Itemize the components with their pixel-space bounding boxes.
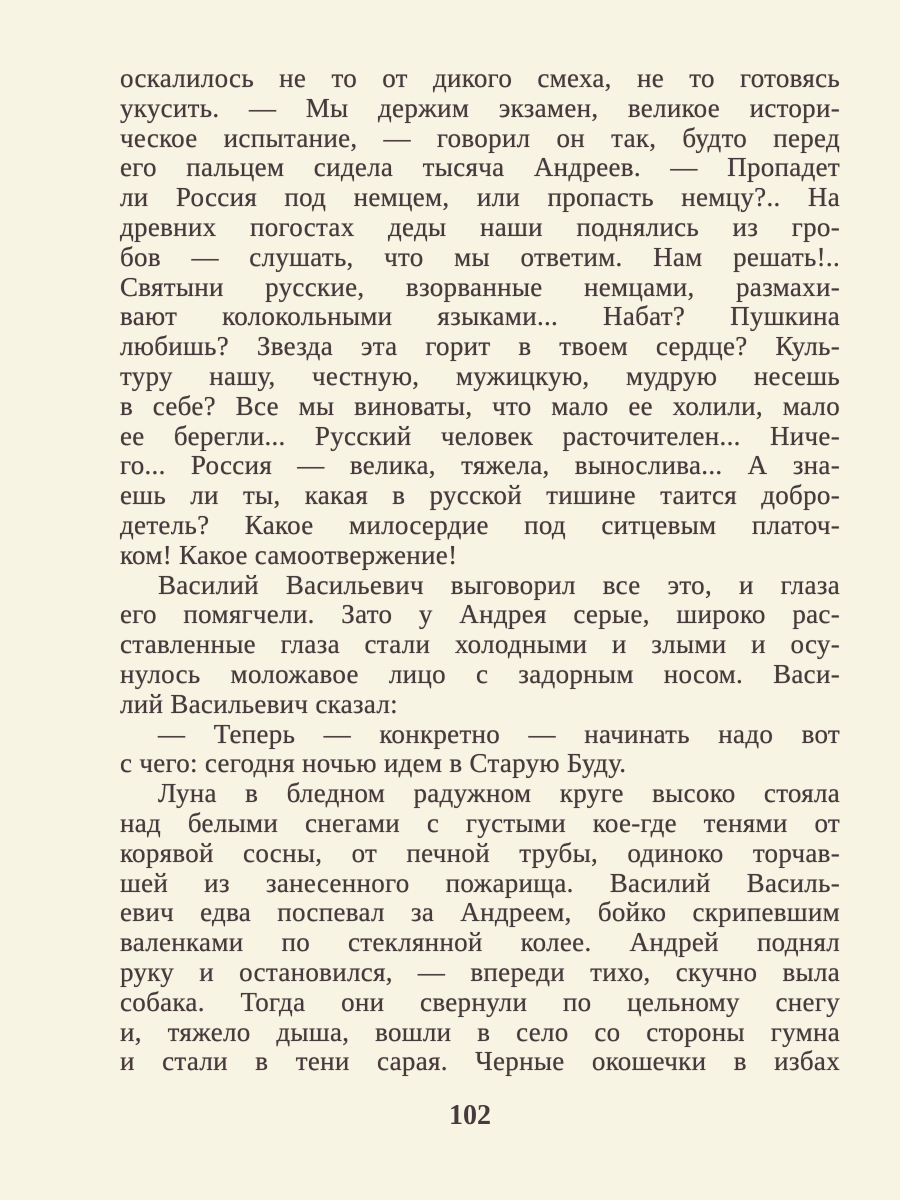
text-line: руку и остановился, — впереди тихо, скучно выла xyxy=(120,956,840,987)
text-line: в себе? Все мы виноваты, что мало ее холили, мало xyxy=(120,390,840,421)
text-line: детель? Какое милосердие под ситцевым платоч- xyxy=(120,509,840,540)
text-line: Святыни русские, взорванные немцами, размахи- xyxy=(120,271,840,302)
text-line: древних погостах деды наши поднялись из гро- xyxy=(120,211,840,242)
text-line: любишь? Звезда эта горит в твоем сердце? Куль- xyxy=(120,331,840,362)
page-body-text xyxy=(120,64,840,1077)
text-line: ешь ли ты, какая в русской тишине таится добро- xyxy=(120,480,840,511)
text-line: ее берегли... Русский человек расточителен... Ниче- xyxy=(120,420,840,451)
text-line: Василий Васильевич выговорил все это, и глаза xyxy=(158,569,840,600)
text-line: нулось моложавое лицо с задорным носом. Васи- xyxy=(120,658,840,689)
text-line: ставленные глаза стали холодными и злыми и осу- xyxy=(120,629,840,660)
text-line: валенками по стеклянной колее. Андрей поднял xyxy=(120,927,840,958)
text-line: вают колокольными языками... Набат? Пушкина xyxy=(120,301,840,332)
page-number: 102 xyxy=(449,1100,491,1131)
text-line: корявой сосны, от печной трубы, одиноко торчав- xyxy=(120,837,840,868)
text-line: с чего: сегодня ночью идем в Старую Буду. xyxy=(120,748,627,779)
text-line: и стали в тени сарая. Черные окошечки в избах xyxy=(120,1046,840,1077)
text-line: ли Россия под немцем, или пропасть немцу?.. На xyxy=(120,182,840,213)
text-line: Луна в бледном радужном круге высоко стояла xyxy=(158,778,840,809)
text-line: туру нашу, честную, мужицкую, мудрую несешь xyxy=(120,360,840,391)
text-line: евич едва поспевал за Андреем, бойко скрипевшим xyxy=(120,897,840,928)
text-line: ческое испытание, — говорил он так, будто перед xyxy=(120,122,840,153)
text-line: укусить. — Мы держим экзамен, великое истори- xyxy=(120,92,840,123)
text-line: над белыми снегами с густыми кое-где тенями от xyxy=(120,807,840,838)
text-line: — Теперь — конкретно — начинать надо вот xyxy=(158,718,840,749)
text-line: шей из занесенного пожарища. Василий Василь- xyxy=(120,867,840,898)
text-line: и, тяжело дыша, вошли в село со стороны гумна xyxy=(120,1016,840,1047)
text-line: ком! Какое самоотвержение! xyxy=(120,539,458,570)
text-line: оскалилось не то от дикого смеха, не то готовясь xyxy=(120,63,840,93)
text-line: лий Васильевич сказал: xyxy=(120,688,398,719)
text-line: собака. Тогда они свернули по цельному снегу xyxy=(120,986,840,1017)
text-line: го... Россия — велика, тяжела, вынослива... А зна- xyxy=(120,450,840,481)
text-line: его пальцем сидела тысяча Андреев. — Пропадет xyxy=(120,152,840,183)
text-line: его помягчели. Зато у Андрея серые, широко рас- xyxy=(120,599,840,630)
text-line: бов — слушать, что мы ответим. Нам решать!.. xyxy=(120,241,840,272)
